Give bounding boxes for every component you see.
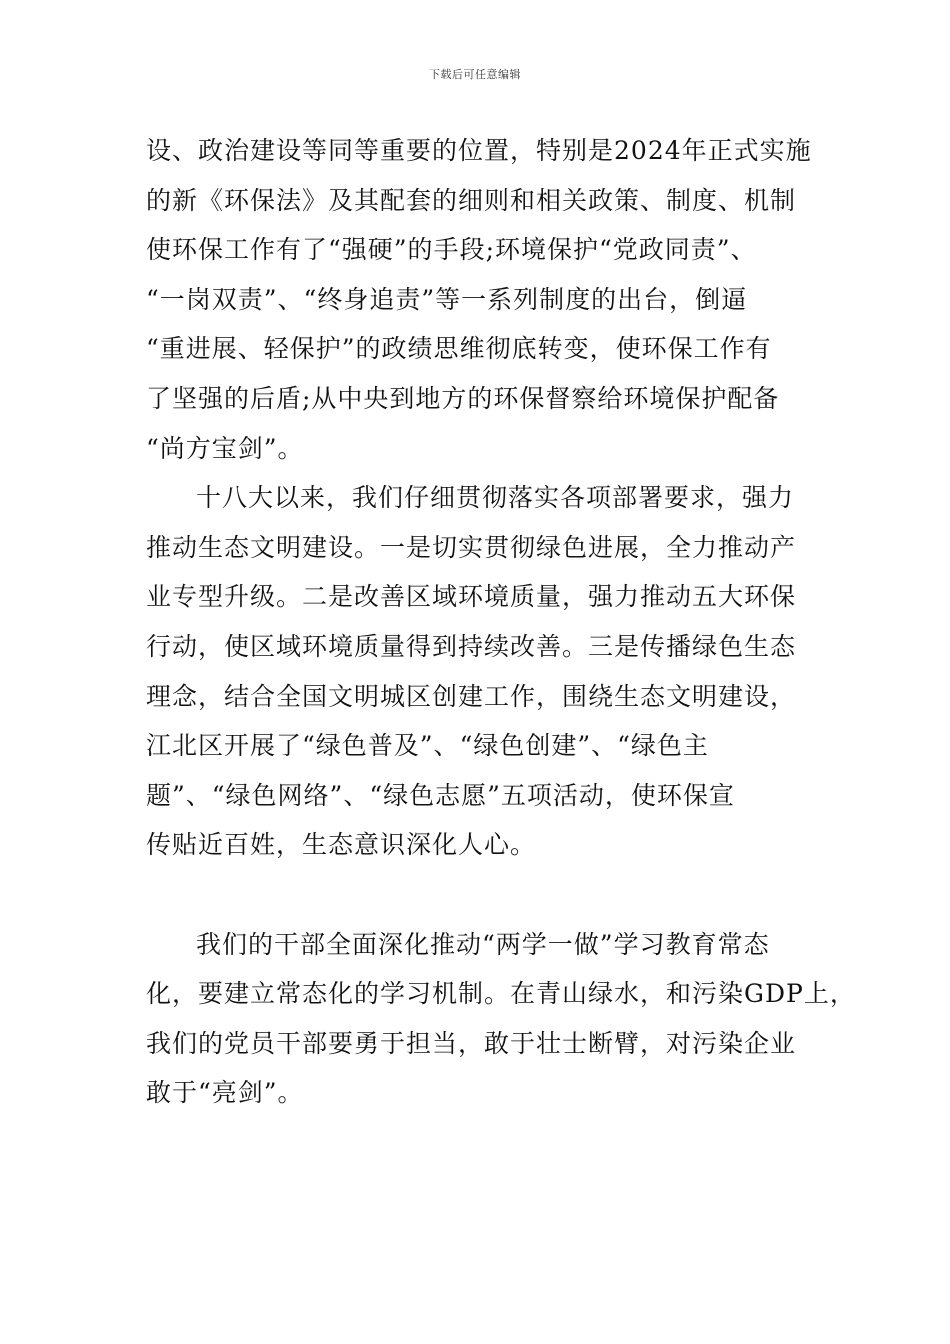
text-line: “尚方宝剑”。: [146, 433, 304, 463]
document-body: [146, 126, 856, 1118]
text-line: [146, 870, 826, 920]
text-line: 推动生态文明建设。一是切实贯彻绿色进展，全力推动产: [146, 532, 797, 562]
text-line: 江北区开展了“绿色普及”、“绿色创建”、“绿色主: [146, 731, 709, 761]
text-line: 题”、“绿色网络”、“绿色志愿”五项活动，使环保宣: [146, 780, 735, 810]
text-line: “重进展、轻保护”的政绩思维彻底转变，使环保工作有: [146, 334, 772, 364]
text-line: 敢于“亮剑”。: [146, 1078, 304, 1108]
text-line: “一岗双责”、“终身追责”等一系列制度的出台，倒逼: [146, 284, 748, 314]
text-line: 化，要建立常态化的学习机制。在青山绿水，和污染GDP上，: [146, 979, 856, 1009]
paragraph-1: [146, 126, 826, 473]
page-header: 下载后可任意编辑: [429, 68, 521, 81]
text-line: 我们的党员干部要勇于担当，敢于壮士断臂，对污染企业: [146, 1028, 797, 1058]
text-line: 传贴近百姓，生态意识深化人心。: [146, 830, 537, 860]
text-line: 使环保工作有了“强硬”的手段;环境保护“党政同责”、: [146, 235, 757, 265]
text-line: 十八大以来，我们仔细贯彻落实各项部署要求，强力: [196, 483, 795, 513]
text-line: 了坚强的后盾;从中央到地方的环保督察给环境保护配备: [146, 383, 780, 413]
text-line: 理念，结合全国文明城区创建工作，围绕生态文明建设，: [146, 681, 797, 711]
text-line: 行动，使区域环境质量得到持续改善。三是传播绿色生态: [146, 631, 797, 661]
text-line: 设、政治建设等同等重要的位置，特别是2024年正式实施: [146, 136, 812, 165]
paragraph-2: [146, 473, 826, 919]
text-line: 我们的干部全面深化推动“两学一做”学习教育常态: [196, 929, 770, 959]
text-line: 的新《环保法》及其配套的细则和相关政策、制度、机制: [146, 185, 797, 215]
text-line: 业专型升级。二是改善区域环境质量，强力推动五大环保: [146, 582, 797, 612]
paragraph-3: [146, 920, 856, 1118]
